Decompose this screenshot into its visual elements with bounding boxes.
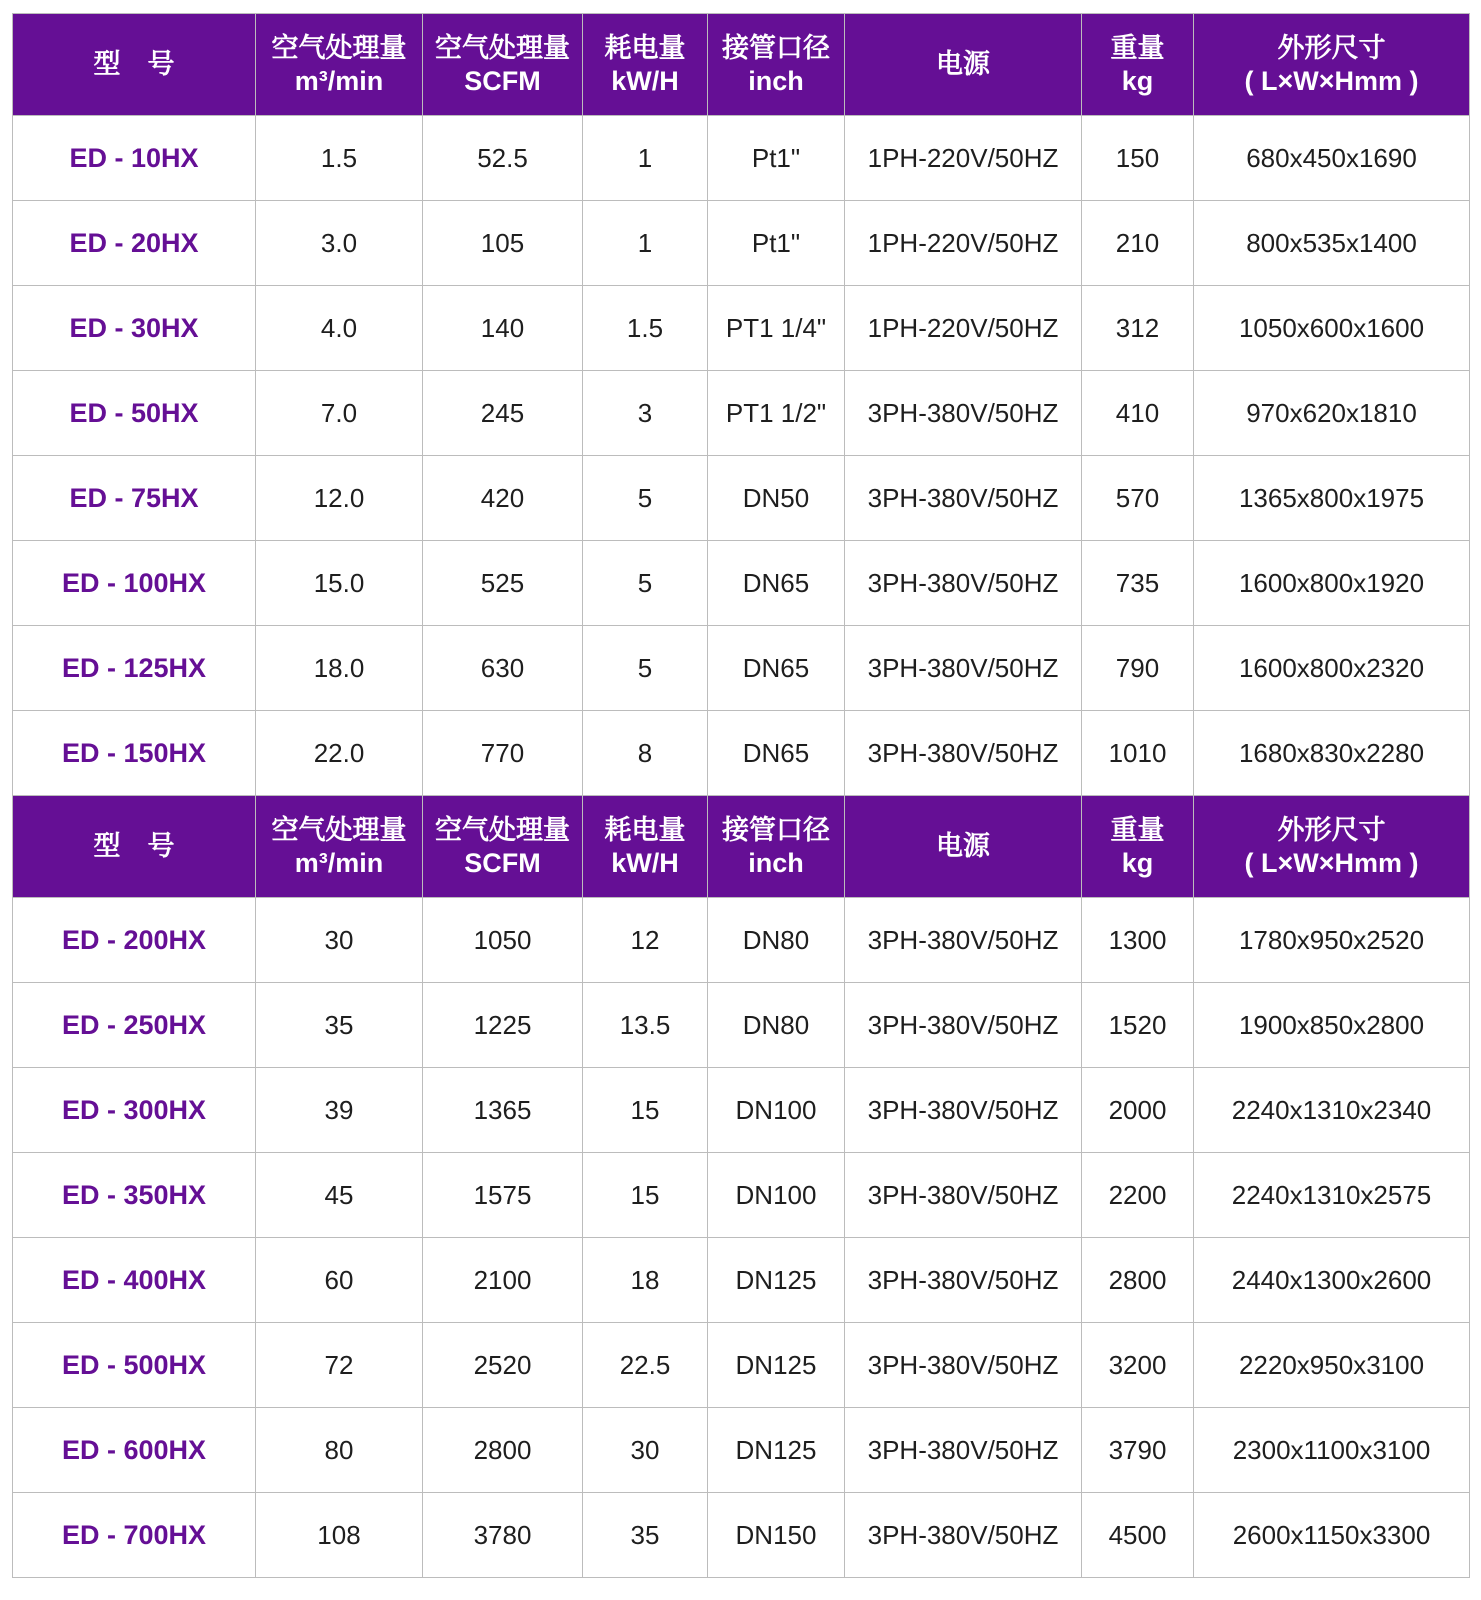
weight-cell: 1520 [1082, 983, 1194, 1068]
model-cell: ED - 350HX [13, 1153, 256, 1238]
header-power-line: 耗电量 [604, 32, 686, 63]
flow-scfm-cell: 2800 [423, 1408, 583, 1493]
table-row [13, 626, 1470, 711]
header-flow-m3 [256, 796, 423, 898]
weight-cell: 210 [1082, 201, 1194, 286]
table-row [13, 711, 1470, 796]
pipe-cell: Pt1" [708, 116, 845, 201]
flow-scfm-cell: 1050 [423, 898, 583, 983]
pipe-cell: DN150 [708, 1493, 845, 1578]
supply-cell: 3PH-380V/50HZ [845, 983, 1082, 1068]
weight-cell: 1300 [1082, 898, 1194, 983]
flow-m3-cell: 108 [256, 1493, 423, 1578]
weight-cell: 3790 [1082, 1408, 1194, 1493]
dims-cell: 2300x1100x3100 [1194, 1408, 1470, 1493]
power-cell: 5 [583, 456, 708, 541]
header-dims-line: 外形尺寸 [1277, 32, 1386, 63]
header-flow-m3-line: m³/min [294, 65, 384, 96]
table-row [13, 983, 1470, 1068]
header-dims [1194, 14, 1470, 116]
supply-cell: 3PH-380V/50HZ [845, 1493, 1082, 1578]
power-cell: 15 [583, 1068, 708, 1153]
flow-m3-cell: 45 [256, 1153, 423, 1238]
flow-scfm-cell: 2100 [423, 1238, 583, 1323]
weight-cell: 2000 [1082, 1068, 1194, 1153]
weight-cell: 790 [1082, 626, 1194, 711]
supply-cell: 1PH-220V/50HZ [845, 116, 1082, 201]
pipe-cell: DN125 [708, 1238, 845, 1323]
header-model: 型 号 [13, 14, 256, 116]
header-pipe-line: 接管口径 [722, 814, 830, 845]
dims-cell: 1365x800x1975 [1194, 456, 1470, 541]
weight-cell: 2800 [1082, 1238, 1194, 1323]
header-flow-m3 [256, 14, 423, 116]
dims-cell: 2240x1310x2340 [1194, 1068, 1470, 1153]
header-flow-scfm-line: 空气处理量 [435, 814, 570, 845]
spec-table [12, 13, 1470, 1578]
power-cell: 1.5 [583, 286, 708, 371]
weight-cell: 4500 [1082, 1493, 1194, 1578]
flow-scfm-cell: 770 [423, 711, 583, 796]
flow-m3-cell: 39 [256, 1068, 423, 1153]
header-model: 型 号 [13, 796, 256, 898]
pipe-cell: PT1 1/2" [708, 371, 845, 456]
model-cell: ED - 250HX [13, 983, 256, 1068]
table-header-row [13, 14, 1470, 116]
dims-cell: 1600x800x2320 [1194, 626, 1470, 711]
power-cell: 5 [583, 541, 708, 626]
flow-m3-cell: 35 [256, 983, 423, 1068]
flow-m3-cell: 1.5 [256, 116, 423, 201]
flow-m3-cell: 30 [256, 898, 423, 983]
weight-cell: 312 [1082, 286, 1194, 371]
table-row [13, 286, 1470, 371]
dims-cell: 1050x600x1600 [1194, 286, 1470, 371]
pipe-cell: DN125 [708, 1408, 845, 1493]
table-row [13, 898, 1470, 983]
flow-m3-cell: 12.0 [256, 456, 423, 541]
weight-cell: 3200 [1082, 1323, 1194, 1408]
header-pipe [708, 14, 845, 116]
flow-scfm-cell: 1225 [423, 983, 583, 1068]
header-dims-line: 外形尺寸 [1277, 814, 1386, 845]
flow-scfm-cell: 630 [423, 626, 583, 711]
dims-cell: 1780x950x2520 [1194, 898, 1470, 983]
dims-cell: 2440x1300x2600 [1194, 1238, 1470, 1323]
flow-m3-cell: 72 [256, 1323, 423, 1408]
power-cell: 22.5 [583, 1323, 708, 1408]
flow-m3-cell: 80 [256, 1408, 423, 1493]
flow-scfm-cell: 105 [423, 201, 583, 286]
power-cell: 13.5 [583, 983, 708, 1068]
weight-cell: 570 [1082, 456, 1194, 541]
model-cell: ED - 200HX [13, 898, 256, 983]
flow-m3-cell: 15.0 [256, 541, 423, 626]
header-flow-scfm-line: SCFM [464, 847, 541, 878]
header-pipe-line: inch [748, 65, 804, 96]
table-row [13, 456, 1470, 541]
table-row [13, 1493, 1470, 1578]
flow-scfm-cell: 245 [423, 371, 583, 456]
power-cell: 15 [583, 1153, 708, 1238]
header-pipe-line: 接管口径 [722, 32, 830, 63]
supply-cell: 3PH-380V/50HZ [845, 898, 1082, 983]
header-supply: 电源 [845, 796, 1082, 898]
pipe-cell: DN80 [708, 983, 845, 1068]
header-flow-m3-line: 空气处理量 [271, 32, 407, 63]
table-row [13, 1238, 1470, 1323]
model-cell: ED - 75HX [13, 456, 256, 541]
supply-cell: 3PH-380V/50HZ [845, 541, 1082, 626]
header-power-line: kW/H [611, 847, 679, 878]
table-row [13, 1323, 1470, 1408]
flow-m3-cell: 60 [256, 1238, 423, 1323]
flow-m3-cell: 18.0 [256, 626, 423, 711]
power-cell: 3 [583, 371, 708, 456]
power-cell: 1 [583, 116, 708, 201]
model-cell: ED - 30HX [13, 286, 256, 371]
flow-m3-cell: 3.0 [256, 201, 423, 286]
header-weight [1082, 796, 1194, 898]
model-cell: ED - 700HX [13, 1493, 256, 1578]
flow-scfm-cell: 525 [423, 541, 583, 626]
header-flow-scfm-line: 空气处理量 [435, 32, 570, 63]
supply-cell: 3PH-380V/50HZ [845, 1323, 1082, 1408]
header-weight-line: kg [1121, 65, 1154, 96]
table-row [13, 1408, 1470, 1493]
pipe-cell: DN125 [708, 1323, 845, 1408]
header-supply: 电源 [845, 14, 1082, 116]
header-flow-scfm [423, 14, 583, 116]
header-weight-line: kg [1121, 847, 1154, 878]
pipe-cell: Pt1" [708, 201, 845, 286]
weight-cell: 735 [1082, 541, 1194, 626]
header-power-line: kW/H [611, 65, 679, 96]
table-row [13, 201, 1470, 286]
header-flow-scfm [423, 796, 583, 898]
supply-cell: 3PH-380V/50HZ [845, 371, 1082, 456]
weight-cell: 150 [1082, 116, 1194, 201]
table-body [13, 14, 1470, 1578]
pipe-cell: DN100 [708, 1153, 845, 1238]
flow-scfm-cell: 2520 [423, 1323, 583, 1408]
header-weight-line: 重量 [1110, 32, 1165, 63]
flow-scfm-cell: 1365 [423, 1068, 583, 1153]
pipe-cell: PT1 1/4" [708, 286, 845, 371]
flow-m3-cell: 7.0 [256, 371, 423, 456]
power-cell: 1 [583, 201, 708, 286]
power-cell: 12 [583, 898, 708, 983]
flow-scfm-cell: 3780 [423, 1493, 583, 1578]
header-weight [1082, 14, 1194, 116]
pipe-cell: DN100 [708, 1068, 845, 1153]
pipe-cell: DN65 [708, 541, 845, 626]
power-cell: 35 [583, 1493, 708, 1578]
model-cell: ED - 400HX [13, 1238, 256, 1323]
table-row [13, 1153, 1470, 1238]
supply-cell: 3PH-380V/50HZ [845, 1238, 1082, 1323]
weight-cell: 2200 [1082, 1153, 1194, 1238]
dims-cell: 2240x1310x2575 [1194, 1153, 1470, 1238]
header-dims [1194, 796, 1470, 898]
dims-cell: 2600x1150x3300 [1194, 1493, 1470, 1578]
pipe-cell: DN50 [708, 456, 845, 541]
supply-cell: 3PH-380V/50HZ [845, 711, 1082, 796]
table-row [13, 371, 1470, 456]
table-header-row [13, 796, 1470, 898]
flow-scfm-cell: 1575 [423, 1153, 583, 1238]
pipe-cell: DN80 [708, 898, 845, 983]
power-cell: 8 [583, 711, 708, 796]
header-dims-line: ( L×W×Hmm ) [1244, 65, 1419, 96]
supply-cell: 1PH-220V/50HZ [845, 201, 1082, 286]
supply-cell: 1PH-220V/50HZ [845, 286, 1082, 371]
pipe-cell: DN65 [708, 626, 845, 711]
supply-cell: 3PH-380V/50HZ [845, 1153, 1082, 1238]
header-weight-line: 重量 [1110, 814, 1165, 845]
model-cell: ED - 600HX [13, 1408, 256, 1493]
supply-cell: 3PH-380V/50HZ [845, 1408, 1082, 1493]
header-power [583, 14, 708, 116]
flow-scfm-cell: 52.5 [423, 116, 583, 201]
header-flow-scfm-line: SCFM [464, 65, 541, 96]
weight-cell: 1010 [1082, 711, 1194, 796]
header-flow-m3-line: 空气处理量 [271, 814, 407, 845]
pipe-cell: DN65 [708, 711, 845, 796]
header-power [583, 796, 708, 898]
header-pipe [708, 796, 845, 898]
flow-m3-cell: 4.0 [256, 286, 423, 371]
model-cell: ED - 500HX [13, 1323, 256, 1408]
model-cell: ED - 100HX [13, 541, 256, 626]
model-cell: ED - 300HX [13, 1068, 256, 1153]
dims-cell: 1900x850x2800 [1194, 983, 1470, 1068]
supply-cell: 3PH-380V/50HZ [845, 456, 1082, 541]
supply-cell: 3PH-380V/50HZ [845, 1068, 1082, 1153]
dims-cell: 1600x800x1920 [1194, 541, 1470, 626]
dims-cell: 2220x950x3100 [1194, 1323, 1470, 1408]
supply-cell: 3PH-380V/50HZ [845, 626, 1082, 711]
model-cell: ED - 150HX [13, 711, 256, 796]
table-row [13, 116, 1470, 201]
table-row [13, 1068, 1470, 1153]
power-cell: 30 [583, 1408, 708, 1493]
dims-cell: 1680x830x2280 [1194, 711, 1470, 796]
header-dims-line: ( L×W×Hmm ) [1244, 847, 1419, 878]
model-cell: ED - 20HX [13, 201, 256, 286]
flow-scfm-cell: 420 [423, 456, 583, 541]
model-cell: ED - 125HX [13, 626, 256, 711]
dims-cell: 970x620x1810 [1194, 371, 1470, 456]
header-flow-m3-line: m³/min [294, 847, 384, 878]
dims-cell: 680x450x1690 [1194, 116, 1470, 201]
model-cell: ED - 50HX [13, 371, 256, 456]
flow-m3-cell: 22.0 [256, 711, 423, 796]
header-power-line: 耗电量 [604, 814, 686, 845]
power-cell: 5 [583, 626, 708, 711]
dims-cell: 800x535x1400 [1194, 201, 1470, 286]
table-row [13, 541, 1470, 626]
header-pipe-line: inch [748, 847, 804, 878]
flow-scfm-cell: 140 [423, 286, 583, 371]
power-cell: 18 [583, 1238, 708, 1323]
weight-cell: 410 [1082, 371, 1194, 456]
model-cell: ED - 10HX [13, 116, 256, 201]
